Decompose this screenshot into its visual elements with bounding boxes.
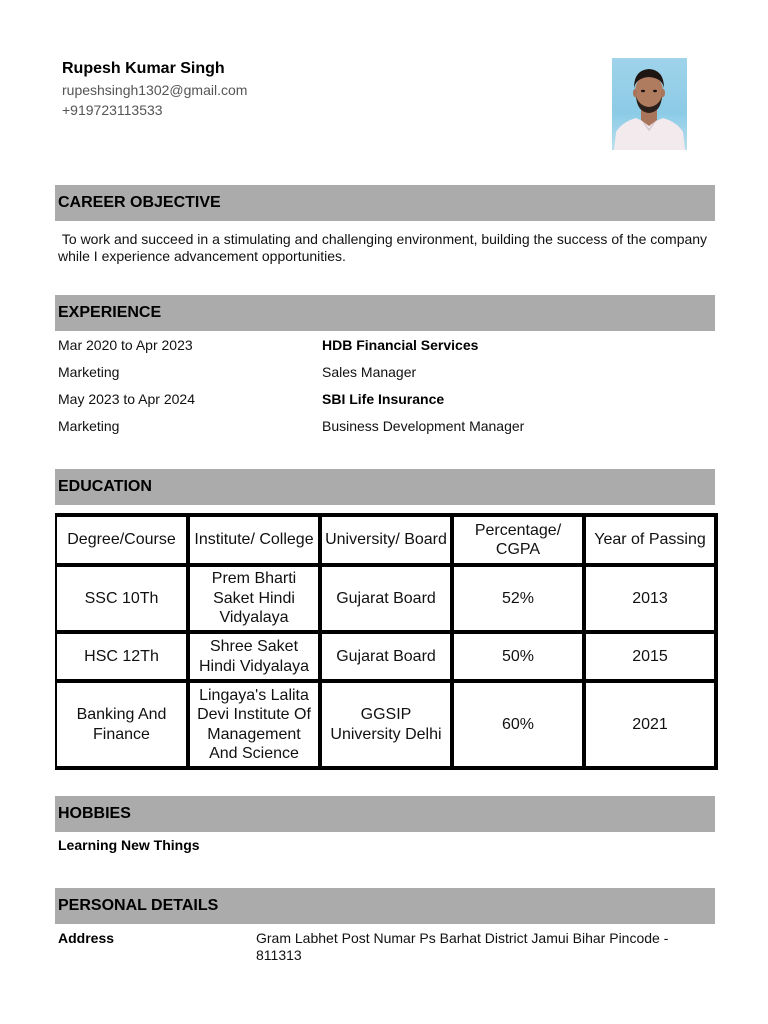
header-institute-college: Institute/ College	[188, 515, 320, 565]
year-cell: 2013	[584, 565, 716, 632]
board-cell: Gujarat Board	[320, 565, 452, 632]
table-row	[57, 565, 716, 632]
percentage-cell: 50%	[452, 632, 584, 681]
board-cell: GGSIP University Delhi	[320, 681, 452, 768]
percentage-cell: 60%	[452, 681, 584, 768]
experience-period: Mar 2020 to Apr 2023	[58, 337, 193, 353]
experience-company: SBI Life Insurance	[322, 391, 445, 407]
address-value: Gram Labhet Post Numar Ps Barhat District Jamui Bihar Pincode - 811313	[256, 930, 669, 963]
personal-details-heading: PERSONAL DETAILS	[55, 888, 715, 924]
hobbies-heading: HOBBIES	[55, 796, 715, 832]
degree-cell: SSC 10Th	[57, 565, 188, 632]
percentage-cell: 52%	[452, 565, 584, 632]
experience-role: Sales Manager	[322, 364, 417, 380]
candidate-name: Rupesh Kumar Singh	[62, 60, 225, 77]
education-table	[55, 513, 718, 770]
degree-cell: Banking And Finance	[57, 681, 188, 768]
experience-role: Business Development Manager	[322, 418, 525, 434]
degree-cell: HSC 12Th	[57, 632, 188, 681]
education-heading: EDUCATION	[55, 469, 715, 505]
table-row	[57, 681, 716, 768]
career-objective-text: To work and succeed in a stimulating and challenging environment, building the success of the company while I experience advancement opportunities.	[58, 231, 711, 264]
experience-department: Marketing	[58, 364, 120, 380]
board-cell: Gujarat Board	[320, 632, 452, 681]
profile-photo	[612, 58, 687, 150]
career-objective-heading: CAREER OBJECTIVE	[55, 185, 715, 221]
experience-period: May 2023 to Apr 2024	[58, 391, 195, 407]
header-percentage-cgpa: Percentage/ CGPA	[452, 515, 584, 565]
header-university-board: University/ Board	[320, 515, 452, 565]
person-portrait-icon	[612, 58, 687, 150]
email-address: rupeshsingh1302@gmail.com	[62, 82, 248, 98]
address-label: Address	[58, 930, 115, 946]
header-year-of-passing: Year of Passing	[584, 515, 716, 565]
experience-heading: EXPERIENCE	[55, 295, 715, 331]
institute-cell: Lingaya's Lalita Devi Institute Of Management And Science	[188, 681, 320, 768]
table-row	[57, 632, 716, 681]
phone-number: +919723113533	[62, 102, 163, 118]
header-degree-course: Degree/Course	[57, 515, 188, 565]
hobby-item: Learning New Things	[58, 837, 200, 853]
experience-department: Marketing	[58, 418, 120, 434]
year-cell: 2021	[584, 681, 716, 768]
experience-company: HDB Financial Services	[322, 337, 479, 353]
institute-cell: Prem Bharti Saket Hindi Vidyalaya	[188, 565, 320, 632]
year-cell: 2015	[584, 632, 716, 681]
institute-cell: Shree Saket Hindi Vidyalaya	[188, 632, 320, 681]
table-header-row	[57, 515, 716, 565]
